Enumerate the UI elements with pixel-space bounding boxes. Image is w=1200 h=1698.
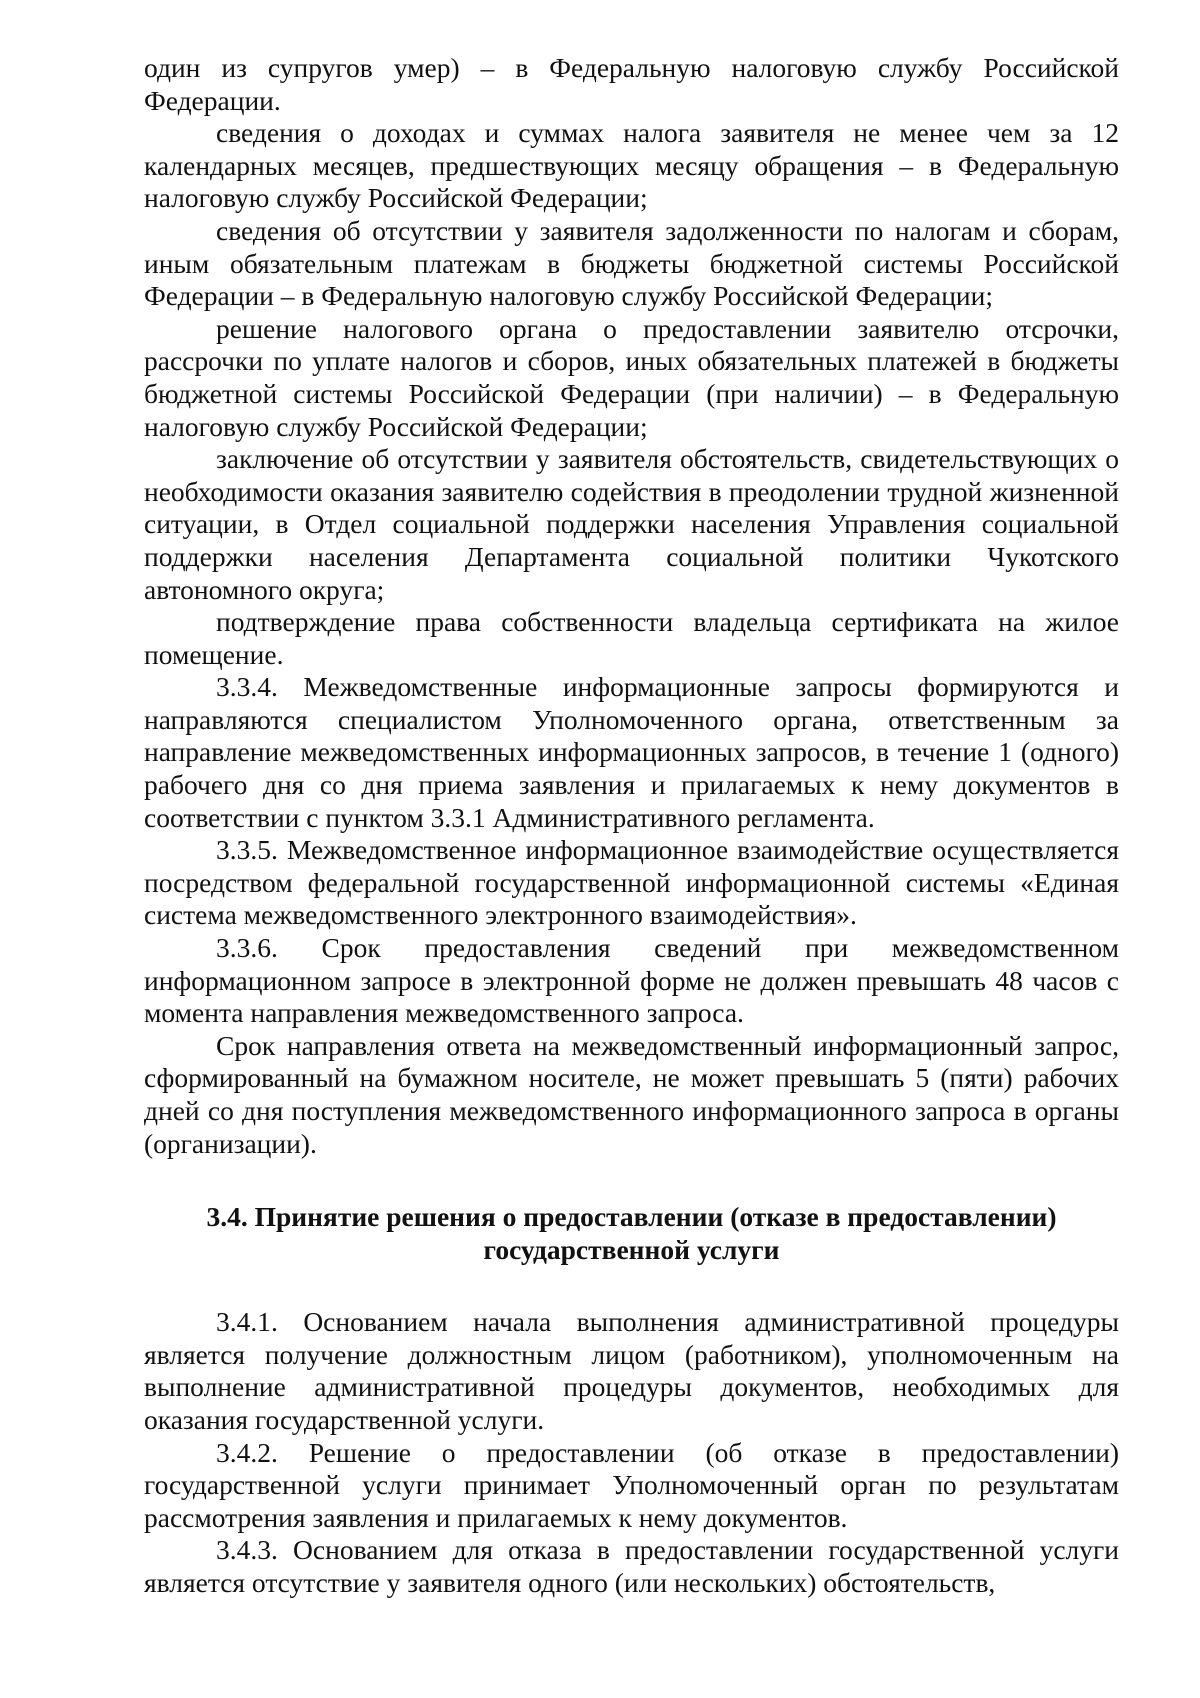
- paragraph-response-deadline: Срок направления ответа на межведомственный информационный запрос, сформированный на бумажном носителе, не может превышать 5 (пяти) рабочих дней со дня поступления межведомственного информационного запроса в органы (организации).: [144, 1029, 1119, 1159]
- paragraph-social-conclusion: заключение об отсутствии у заявителя обстоятельств, свидетельствующих о необходимости оказания заявителю содействия в преодолении трудной жизненной ситуации, в Отдел социальной поддержки населения Управления социальной поддержки населения Департамента социальной политики Чукотского автономного округа;: [144, 443, 1119, 605]
- paragraph-ownership-confirmation: подтверждение права собственности владельца сертификата на жилое помещение.: [144, 606, 1119, 670]
- paragraph-3-3-6: 3.3.6. Срок предоставления сведений при межведомственном информационном запросе в электронной форме не должен превышать 48 часов с момента направления межведомственного запроса.: [144, 932, 1119, 1029]
- paragraph-3-4-3: 3.4.3. Основанием для отказа в предоставлении государственной услуги является отсутствие у заявителя одного (или нескольких) обстоятельств,: [144, 1534, 1119, 1598]
- paragraph-3-4-1: 3.4.1. Основанием начала выполнения административной процедуры является получение должностным лицом (работником), уполномоченным на выполнение административной процедуры документов, необходимых для оказания государственной услуги.: [144, 1306, 1119, 1435]
- paragraph-3-4-2: 3.4.2. Решение о предоставлении (об отказе в предоставлении) государственной услуги принимает Уполномоченный орган по результатам рассмотрения заявления и прилагаемых к нему документов.: [144, 1436, 1119, 1533]
- paragraph-3-3-5: 3.3.5. Межведомственное информационное взаимодействие осуществляется посредством федеральной государственной информационной системы «Единая система межведомственного электронного взаимодействия».: [144, 834, 1119, 931]
- section-heading-line1: 3.4. Принятие решения о предоставлении (отказе в предоставлении): [206, 1201, 1057, 1233]
- paragraph-3-3-4: 3.3.4. Межведомственные информационные запросы формируются и направляются специалистом Уполномоченного органа, ответственным за направление межведомственных информационных запросов, в течение 1 (одного) рабочего дня со дня приема заявления и прилагаемых к нему документов в соответствии с пунктом 3.3.1 Административного регламента.: [144, 671, 1119, 833]
- document-page: [144, 52, 1119, 1600]
- paragraph-tax-deferral: решение налогового органа о предоставлении заявителю отсрочки, рассрочки по уплате налогов и сборов, иных обязательных платежей в бюджеты бюджетной системы Российской Федерации (при наличии) – в Федеральную налоговую службу Российской Федерации;: [144, 312, 1119, 442]
- section-heading-3-4: [144, 1200, 1119, 1266]
- paragraph-no-debt-info: сведения об отсутствии у заявителя задолженности по налогам и сборам, иным обязательным платежам в бюджеты бюджетной системы Российской Федерации – в Федеральную налоговую службу Российской Федерации;: [144, 214, 1119, 312]
- section-heading-line2: государственной услуги: [483, 1234, 780, 1266]
- paragraph-continuation: один из супругов умер) – в Федеральную налоговую службу Российской Федерации.: [144, 52, 1119, 116]
- paragraph-income-info: сведения о доходах и суммах налога заявителя не менее чем за 12 календарных месяцев, предшествующих месяцу обращения – в Федеральную налоговую службу Российской Федерации;: [144, 117, 1119, 214]
